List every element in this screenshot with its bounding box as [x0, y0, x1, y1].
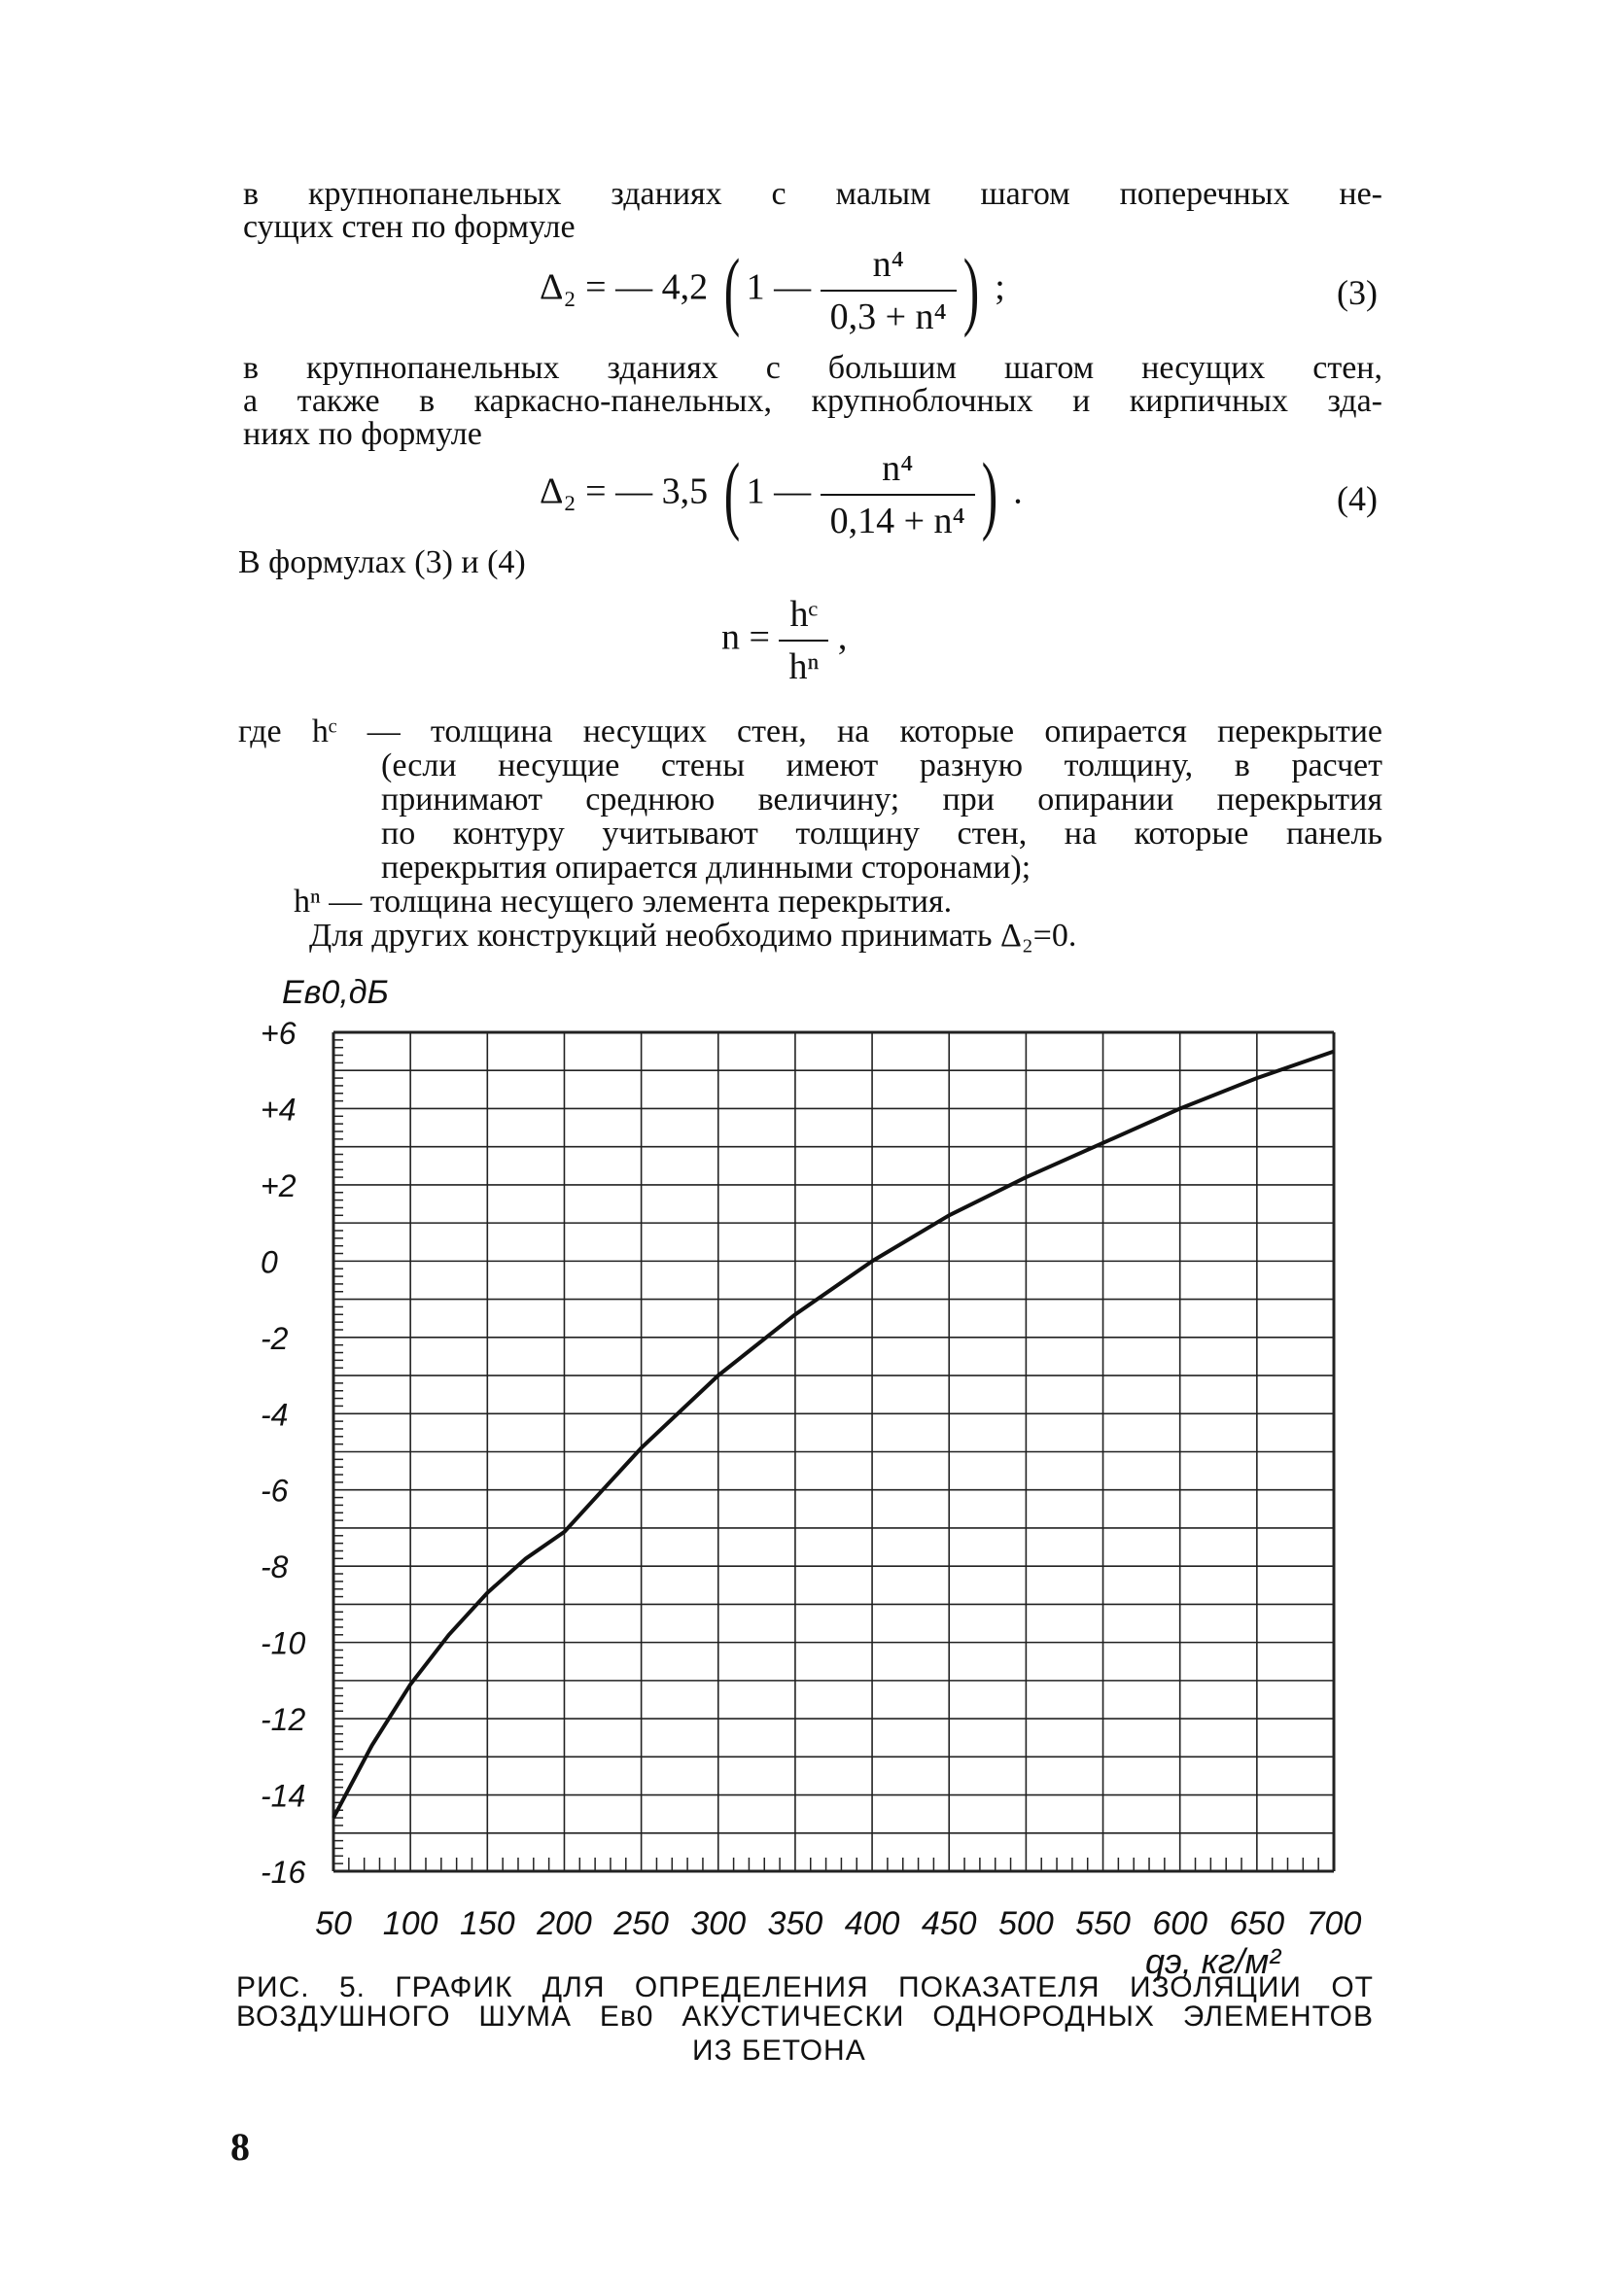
y-tick-label: -12: [261, 1702, 306, 1738]
formula-n-lhs: n =: [721, 616, 770, 658]
x-tick-label: 700: [1306, 1905, 1362, 1942]
y-tick-label: -10: [261, 1625, 306, 1661]
x-tick-label: 150: [459, 1905, 515, 1942]
x-tick-label: 300: [690, 1905, 747, 1942]
x-tick-label: 500: [998, 1905, 1054, 1942]
x-tick-label: 100: [382, 1905, 438, 1942]
x-axis-label: qэ, кг/м²: [1145, 1941, 1281, 1981]
y-tick-label: 0: [261, 1244, 278, 1280]
figure-caption-line-1: РИС. 5. ГРАФИК ДЛЯ ОПРЕДЕЛЕНИЯ ПОКАЗАТЕЛЯ ИЗОЛЯЦИИ ОТ: [236, 1971, 1374, 2003]
x-tick-label: 50: [315, 1905, 352, 1942]
formula-4-numerator: n⁴: [882, 448, 914, 489]
where-line-5: перекрытия опирается длинными сторонами);: [381, 850, 1031, 886]
where-line-4: по контуру учитывают толщину стен, на которые панель: [381, 816, 1382, 852]
formula-n-tail: ,: [837, 616, 848, 658]
x-tick-label: 650: [1229, 1905, 1285, 1942]
paragraph-3: В формулах (3) и (4): [238, 544, 526, 580]
x-tick-label: 550: [1075, 1905, 1131, 1942]
series-line: [333, 1052, 1334, 1819]
paragraph-2-line-3: ниях по формуле: [243, 416, 482, 452]
equation-number-3: (3): [1337, 273, 1378, 312]
x-tick-label: 250: [613, 1905, 669, 1942]
y-axis-label: Eв0,дБ: [282, 974, 389, 1011]
page-number: 8: [230, 2125, 250, 2169]
formula-3-lhs: Δ₂ = — 4,2: [540, 266, 709, 308]
figure-caption-line-2: ВОЗДУШНОГО ШУМА Eв0 АКУСТИЧЕСКИ ОДНОРОДНЫХ ЭЛЕМЕНТОВ: [236, 2000, 1374, 2033]
y-tick-label: +2: [261, 1167, 297, 1203]
where-line-2: (если несущие стены имеют разную толщину, в расчет: [381, 748, 1382, 783]
x-tick-label: 350: [767, 1905, 823, 1942]
formula-n-denominator: hⁿ: [779, 640, 828, 688]
x-tick-label: 400: [844, 1905, 900, 1942]
formula-n-numerator: hᶜ: [789, 594, 819, 635]
paragraph-2-line-2: а также в каркасно-панельных, крупноблочных и кирпичных зда-: [243, 383, 1382, 419]
where-line-3: принимают среднюю величину; при опирании перекрытия: [381, 782, 1382, 818]
where-line-1: где hᶜ — толщина несущих стен, на которые опирается перекрытие: [238, 713, 1382, 749]
formula-4-open-paren: (: [723, 446, 740, 542]
formula-3-tail: ;: [995, 266, 1005, 308]
y-tick-label: -6: [261, 1473, 289, 1509]
x-tick-label: 200: [537, 1905, 592, 1942]
formula-4-close-paren: ): [981, 446, 998, 542]
formula-3-one: 1 —: [746, 266, 812, 308]
formula-3-close-paren: ): [962, 242, 980, 338]
formula-4-denominator: 0,14 + n⁴: [821, 494, 975, 542]
y-tick-label: -2: [261, 1320, 289, 1356]
paragraph-1-line-1: в крупнопанельных зданиях с малым шагом поперечных не-: [243, 176, 1382, 212]
formula-3-open-paren: (: [723, 242, 740, 338]
y-tick-label: -8: [261, 1549, 289, 1585]
where-line-7: Для других конструкций необходимо принимать Δ₂=0.: [309, 918, 1077, 954]
formula-3-numerator: n⁴: [872, 244, 904, 285]
y-tick-label: +4: [261, 1092, 297, 1128]
formula-4-lhs: Δ₂ = — 3,5: [540, 470, 709, 512]
y-tick-label: -16: [261, 1855, 306, 1890]
x-tick-label: 600: [1152, 1905, 1208, 1942]
paragraph-1-line-2: сущих стен по формуле: [243, 209, 576, 245]
y-tick-label: -14: [261, 1778, 306, 1814]
figure-caption-line-3: ИЗ БЕТОНА: [692, 2035, 866, 2067]
formula-4-tail: .: [1013, 470, 1023, 512]
x-tick-label: 450: [921, 1905, 977, 1942]
paragraph-2-line-1: в крупнопанельных зданиях с большим шагом несущих стен,: [243, 350, 1382, 386]
where-line-6: hⁿ — толщина несущего элемента перекрытия.: [294, 884, 953, 920]
y-tick-label: +6: [261, 1016, 297, 1051]
y-tick-label: -4: [261, 1397, 289, 1433]
equation-number-4: (4): [1337, 479, 1378, 518]
formula-4-one: 1 —: [746, 470, 812, 512]
formula-3-denominator: 0,3 + n⁴: [821, 290, 957, 338]
